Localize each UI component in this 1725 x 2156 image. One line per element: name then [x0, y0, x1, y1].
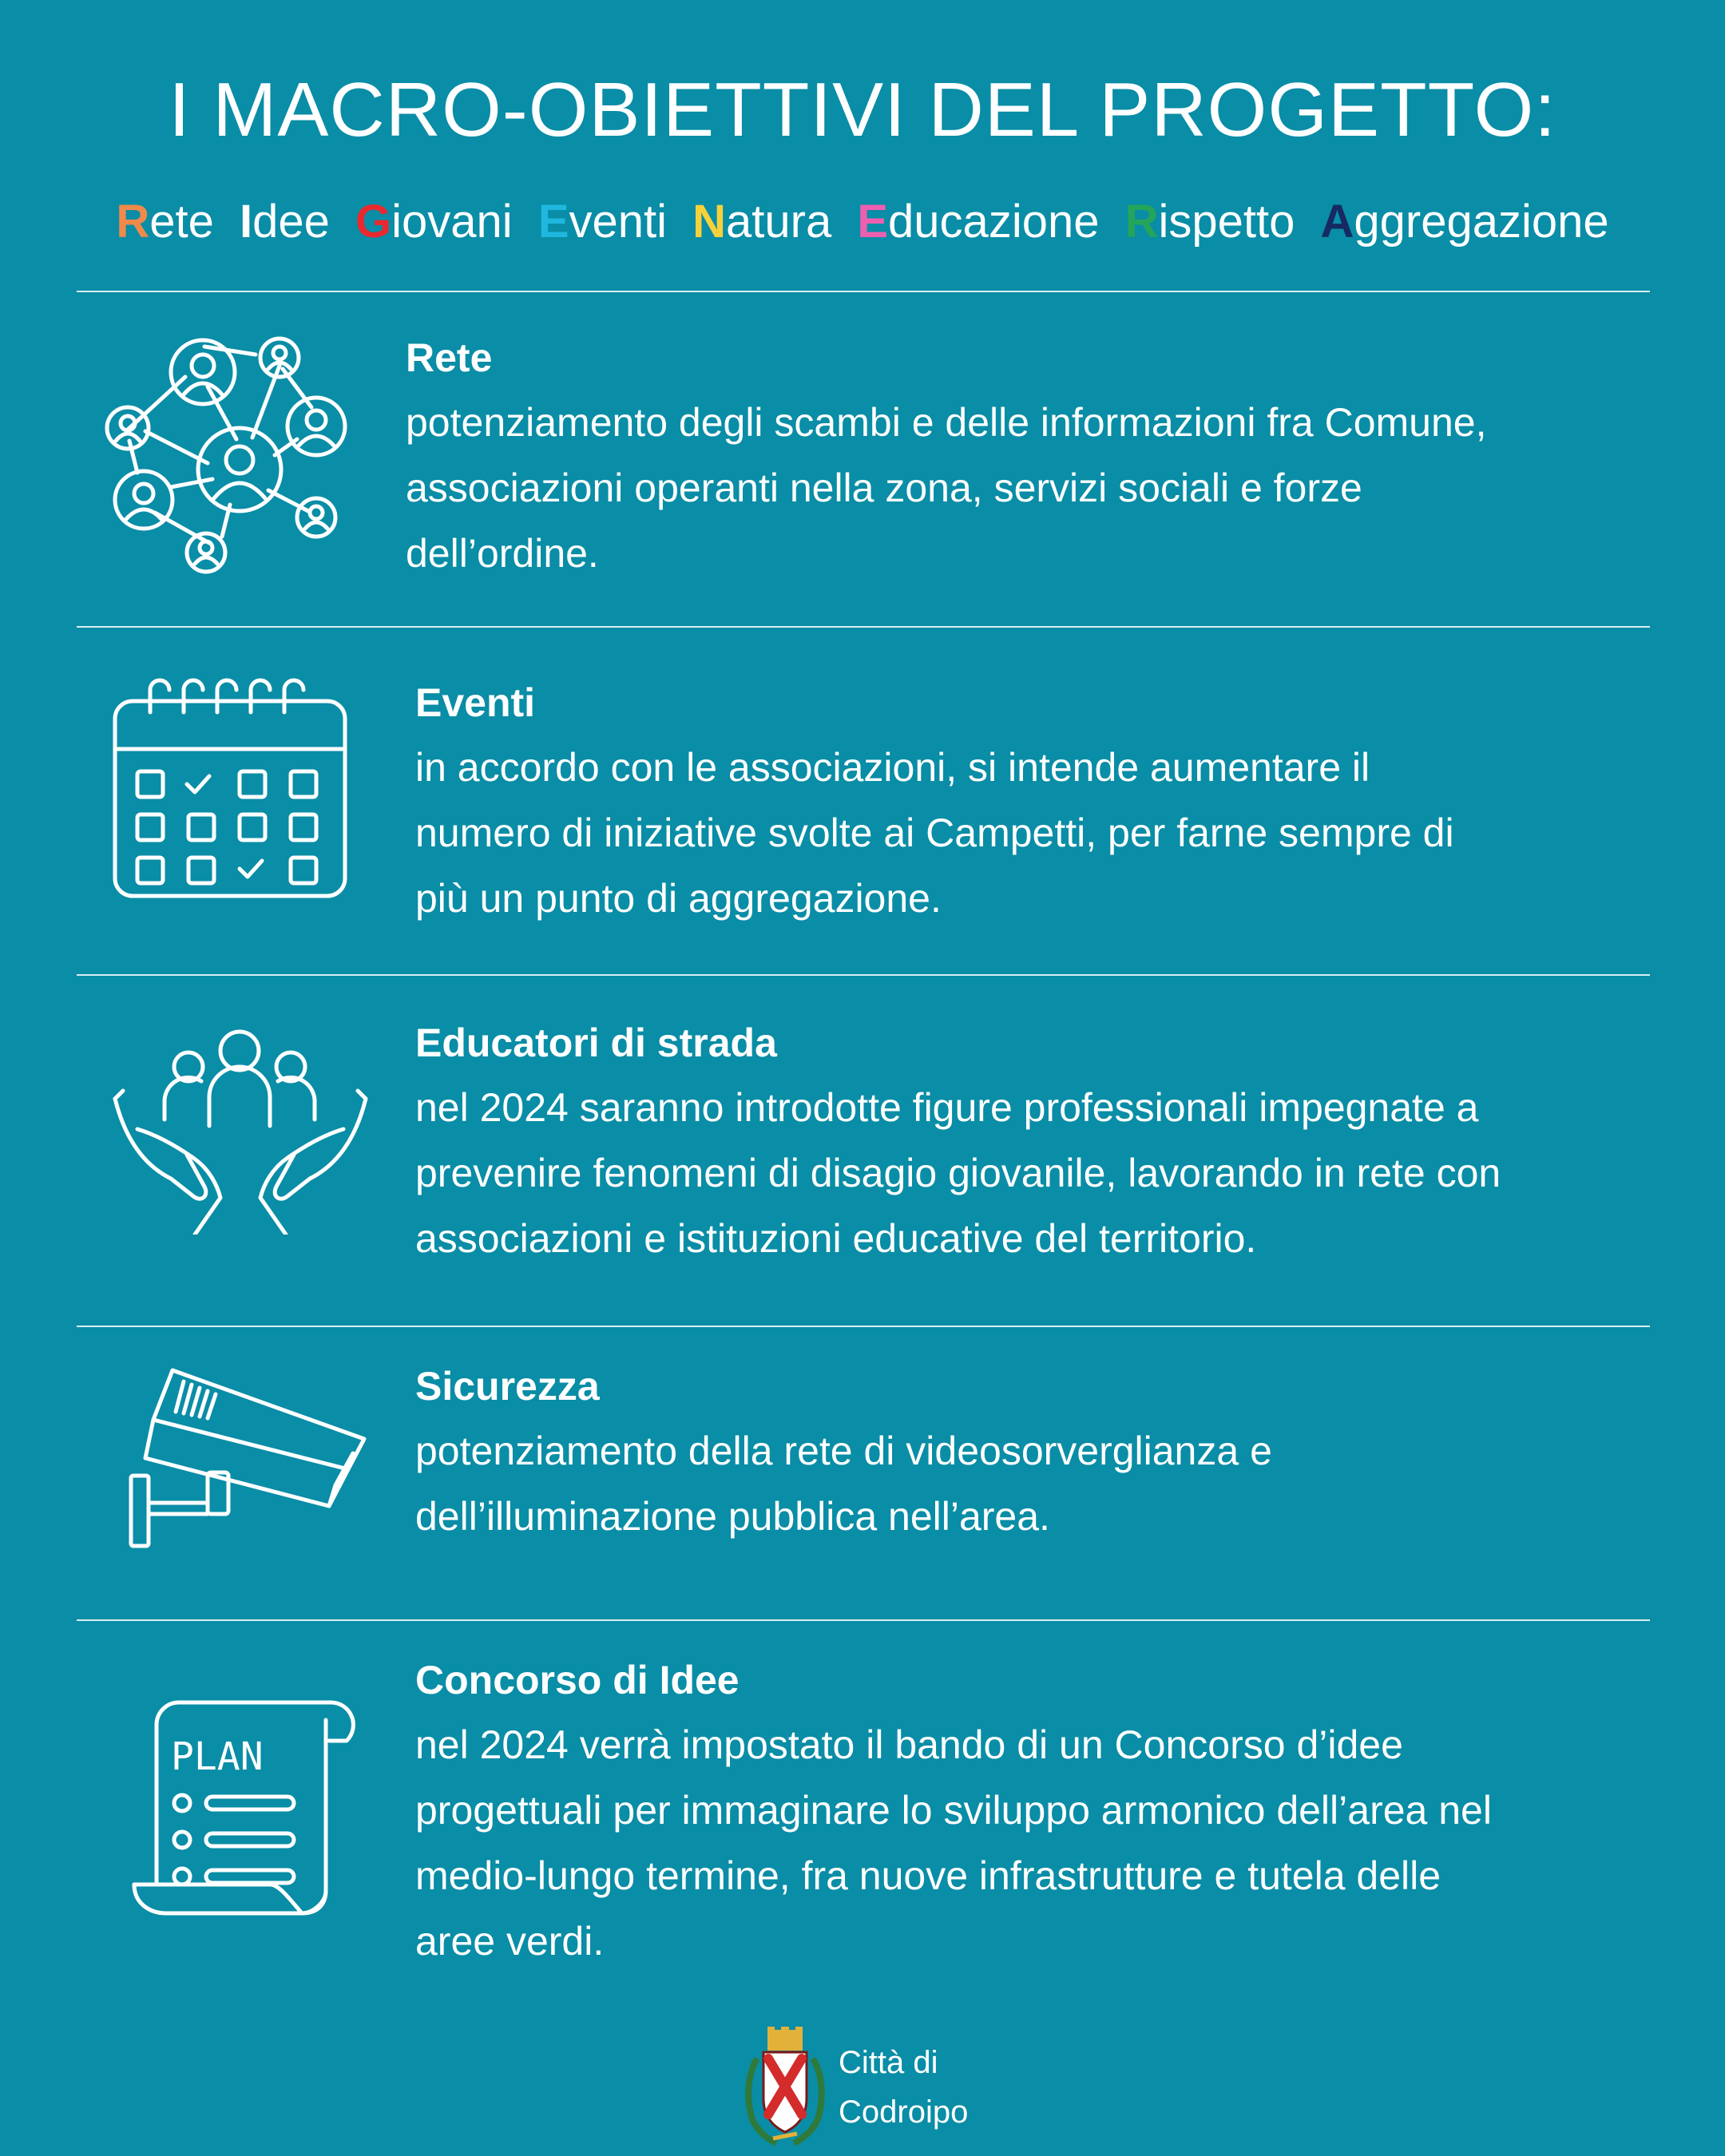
acronym-rest: iovani — [391, 196, 513, 248]
security-camera-icon — [125, 1364, 372, 1556]
section-text — [415, 1648, 1492, 1974]
network-people-icon — [102, 335, 358, 575]
section-description-line: nel 2024 verrà impostato il bando di un Concorso d’idee — [415, 1722, 1403, 1767]
section-title: Sicurezza — [415, 1364, 600, 1409]
divider — [77, 974, 1650, 976]
divider — [77, 1326, 1650, 1327]
section-description-line: prevenire fenomeni di disagio giovanile, lavorando in rete con — [415, 1151, 1501, 1195]
section-description-line: in accordo con le associazioni, si intende aumentare il — [415, 745, 1370, 790]
acronym-initial: N — [692, 196, 727, 248]
acronym-rest: atura — [726, 196, 832, 248]
acronym-initial: E — [537, 196, 569, 248]
city-coat-of-arms-icon — [741, 2027, 829, 2146]
section-title: Rete — [406, 335, 493, 380]
section-description-line: potenziamento della rete di videosorverglianza e — [415, 1429, 1272, 1473]
divider — [77, 1619, 1650, 1621]
section-title: Eventi — [415, 680, 536, 725]
acronym-word — [1125, 196, 1295, 248]
section-description-line: associazioni e istituzioni educative del territorio. — [415, 1216, 1257, 1261]
acronym-initial: G — [355, 196, 392, 248]
divider — [77, 626, 1650, 628]
section-text — [415, 1011, 1501, 1271]
section-text — [415, 671, 1454, 931]
acronym-initial: I — [239, 196, 253, 248]
divider — [77, 291, 1650, 292]
section-description-line: potenziamento degli scambi e delle informazioni fra Comune, — [406, 400, 1487, 445]
acronym-initial: R — [116, 196, 150, 248]
acronym-initial: E — [857, 196, 889, 248]
acronym-rest: ggregazione — [1354, 196, 1609, 248]
acronym-line — [0, 190, 1725, 254]
acronym-word — [538, 196, 667, 248]
footer-line: Città di — [839, 2045, 938, 2080]
plan-label: PLAN — [171, 1734, 264, 1779]
section-description-line: aree verdi. — [415, 1919, 605, 1964]
plan-scroll-icon — [125, 1693, 356, 1924]
section-description-line: numero di iniziative svolte ai Campetti, per farne sempre di — [415, 810, 1454, 855]
section-title: Educatori di strada — [415, 1021, 777, 1065]
section-title: Concorso di Idee — [415, 1658, 740, 1702]
section-description-line: dell’ordine. — [406, 531, 599, 576]
section-description-line: dell’illuminazione pubblica nell’area. — [415, 1494, 1050, 1539]
section-description-line: medio-lungo termine, fra nuove infrastrutture e tutela delle — [415, 1853, 1441, 1898]
page-title: I MACRO-OBIETTIVI DEL PROGETTO: — [169, 67, 1556, 153]
acronym-rest: venti — [569, 196, 668, 248]
acronym-word — [692, 196, 831, 248]
acronym-word — [1321, 196, 1609, 248]
section-text — [406, 326, 1487, 586]
acronym-rest: ete — [149, 196, 214, 248]
acronym-word — [355, 196, 513, 248]
acronym-rest: dee — [252, 196, 330, 248]
acronym-word — [116, 196, 214, 248]
acronym-rest: ispetto — [1158, 196, 1295, 248]
section-description-line: più un punto di aggregazione. — [415, 876, 942, 921]
acronym-initial: A — [1320, 196, 1354, 248]
hands-holding-people-icon — [109, 1027, 372, 1235]
footer-line: Codroipo — [839, 2095, 969, 2130]
acronym-word — [857, 196, 1099, 248]
section-description-line: progettuali per immaginare lo sviluppo armonico dell’area nel — [415, 1788, 1492, 1833]
section-description-line: associazioni operanti nella zona, servizi sociali e forze — [406, 466, 1362, 510]
section-text — [415, 1354, 1272, 1549]
acronym-rest: ducazione — [888, 196, 1100, 248]
section-description-line: nel 2024 saranno introdotte figure professionali impegnate a — [415, 1085, 1479, 1130]
acronym-initial: R — [1124, 196, 1159, 248]
acronym-word — [240, 196, 330, 248]
footer-city-name — [839, 2038, 968, 2137]
calendar-icon — [109, 672, 351, 902]
